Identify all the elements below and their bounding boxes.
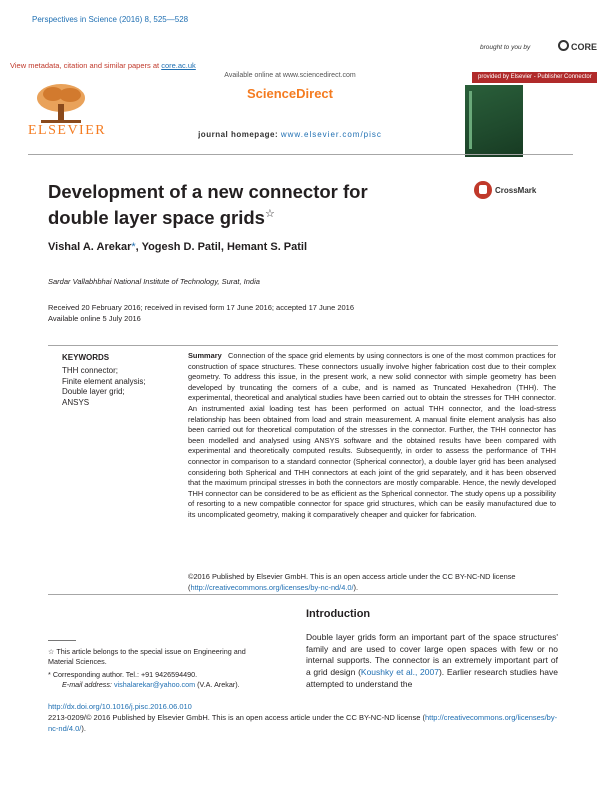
keyword-item: Finite element analysis; xyxy=(62,376,146,386)
footnote-divider xyxy=(48,640,76,641)
cover-stripe xyxy=(469,91,472,149)
issn-license-link[interactable]: http://creativecommons.org/licenses/by-nc-nd/4.0/ xyxy=(48,713,558,733)
author-name[interactable]: Vishal A. Arekar xyxy=(48,241,132,253)
author-list: Vishal A. Arekar*, Yogesh D. Patil, Hemant S. Patil xyxy=(48,241,308,253)
core-logo[interactable] xyxy=(558,40,597,52)
issn-license xyxy=(48,713,558,734)
crossmark-label: CrossMark xyxy=(495,185,537,195)
journal-reference: Perspectives in Science (2016) 8, 525—528 xyxy=(32,15,189,24)
introduction-heading: Introduction xyxy=(306,608,371,620)
issn-end: ). xyxy=(81,723,86,733)
header-divider xyxy=(28,154,573,155)
available-online-date: Available online 5 July 2016 xyxy=(48,314,141,323)
license-text: ©2016 Published by Elsevier GmbH. This is an open access article under the CC BY-NC-ND license ( xyxy=(188,572,516,592)
intro-text-end: ). Earlier research studies have attempted to understand the xyxy=(306,667,558,689)
core-icon xyxy=(558,40,569,51)
abstract-license xyxy=(188,572,556,593)
footnote-star-mark: ☆ xyxy=(48,647,55,656)
license-end: ). xyxy=(353,582,359,592)
author-affiliation: Sardar Vallabhbhai National Institute of Technology, Surat, India xyxy=(48,277,260,286)
journal-homepage-label: journal homepage: xyxy=(198,130,279,139)
footnote-corresponding xyxy=(48,670,197,680)
email-suffix: (V.A. Arekar). xyxy=(197,680,240,689)
footnote-special-issue xyxy=(48,647,258,666)
received-dates: Received 20 February 2016; received in revised form 17 June 2016; accepted 17 June 2016 xyxy=(48,303,355,312)
title-footnote-mark[interactable]: ☆ xyxy=(264,208,275,220)
available-online-line: Available online at www.sciencedirect.com xyxy=(224,72,356,79)
core-text: View metadata, citation and similar papers at xyxy=(10,61,162,70)
journal-homepage-link[interactable]: www.elsevier.com/pisc xyxy=(280,130,382,139)
core-link[interactable]: core.ac.uk xyxy=(161,61,196,70)
brought-by-text: brought to you by xyxy=(480,44,531,51)
crossmark-badge[interactable] xyxy=(474,181,536,199)
publisher-name: ELSEVIER xyxy=(28,123,107,138)
keywords-heading: KEYWORDS xyxy=(62,353,110,362)
footnote-special-text: This article belongs to the special issue on Engineering and Material Sciences. xyxy=(48,647,246,666)
article-title xyxy=(48,180,428,229)
author-name[interactable]: Yogesh D. Patil xyxy=(141,241,221,253)
sciencedirect-logo[interactable]: ScienceDirect xyxy=(247,86,333,101)
author-name[interactable]: Hemant S. Patil xyxy=(226,241,308,253)
intro-text-start: Double layer grids form an important part of the space structures' family and are used to cover large open spaces with few or no internal supports. The connector is an extremely important part of a grid design ( xyxy=(306,632,558,678)
introduction-text xyxy=(306,632,558,691)
elsevier-tree-icon xyxy=(31,82,91,126)
core-banner xyxy=(10,61,196,70)
summary-body: Connection of the space grid elements by using connectors is one of the most common practices for construction of space structures. These connectors usually involve higher fabrication cost due to their complex geometry. To address this issue, in the present work, a new solid connector with simple geometry has been developed by truncating the corners of a cube, and is named as Truncated Hexahedron (THH). The experimental, theoretical and analytical studies have been carried out to obtain the stresses for THH connector. An instrumented axial loading test has been performed on actual THH connector, and the load-stress relationship has been obtained from load and strain measurement. A manual finite element analysis has also been carried out for theoretical computation of the stresses in the connector. Further, the THH connector has been modelled and analysed using ANSYS software and the obtained results have been compared with experimental and theoretically computed results. Subsequently, in order to assess the performance of THH connector in comparison to a standard connector (Spherical connector), a double layer grid has been analysed considering both Spherical and THH connectors at each joint of the grid separately, and it has been observed that the maximum principal stresses in both the connectors are mostly comparable. Hence, the newly developed THH connector can be considered to be as efficient as the Spherical connector. The study opens up a possibility of resorting to a new compatible connector for space grid structures, which can be easily manufactured due to its uncomplicated geometry, making it comparatively cheaper and quicker for fabrication. xyxy=(188,351,556,519)
journal-homepage xyxy=(170,130,410,139)
crossmark-icon xyxy=(474,181,492,199)
provided-by-banner: provided by Elsevier - Publisher Connector xyxy=(472,72,597,83)
journal-cover-image xyxy=(465,85,523,157)
corresponding-author-mark[interactable]: * xyxy=(131,241,136,253)
footnote-email xyxy=(62,680,240,690)
summary-label: Summary xyxy=(188,351,222,360)
license-link[interactable]: http://creativecommons.org/licenses/by-nc-nd/4.0/ xyxy=(190,582,354,592)
title-text: Development of a new connector for double layer space grids xyxy=(48,181,368,229)
abstract-bottom-divider xyxy=(48,594,558,595)
doi-link[interactable]: http://dx.doi.org/10.1016/j.pisc.2016.06.010 xyxy=(48,702,192,711)
footnote-corresp-text: Corresponding author. Tel.: +91 9426594490. xyxy=(52,670,198,679)
issn-text: 2213-0209/© 2016 Published by Elsevier GmbH. This is an open access article under the CC BY-NC-ND license ( xyxy=(48,713,425,722)
abstract-top-divider xyxy=(48,345,558,346)
email-link[interactable]: vishalarekar@yahoo.com xyxy=(113,680,196,689)
keyword-item: Double layer grid; xyxy=(62,387,125,396)
keyword-item: ANSYS xyxy=(62,397,90,407)
citation-link[interactable]: Koushky et al., 2007 xyxy=(360,667,439,678)
email-label: E-mail address: xyxy=(62,680,112,689)
footnote-asterisk-mark: * xyxy=(48,670,51,679)
keyword-item: THH connector; xyxy=(62,366,119,375)
abstract-text xyxy=(188,351,556,521)
core-brand: CORE xyxy=(571,42,598,52)
keywords-list xyxy=(62,366,172,408)
